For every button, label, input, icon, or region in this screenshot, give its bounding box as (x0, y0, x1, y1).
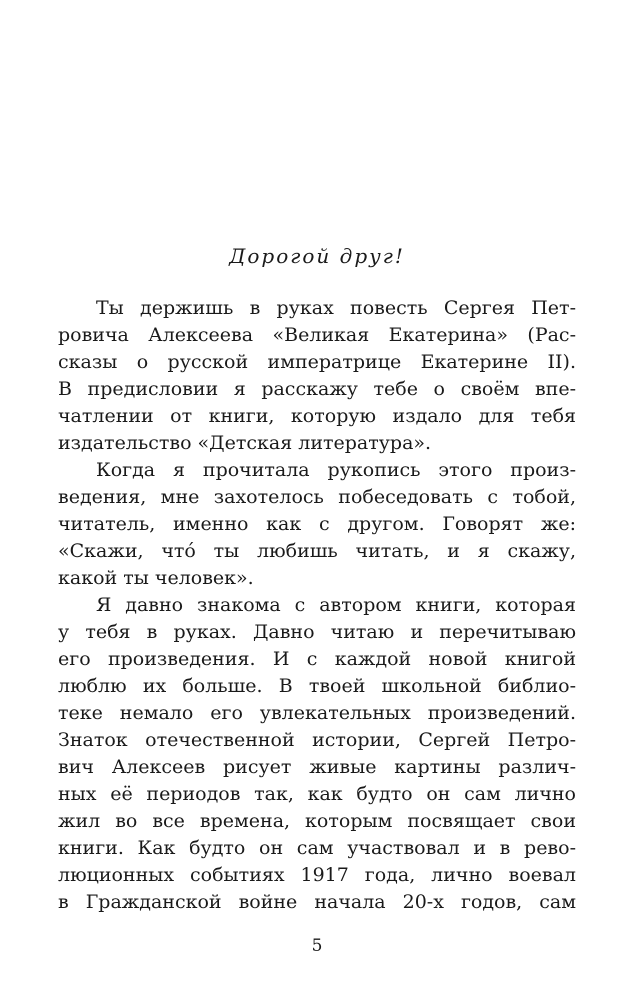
text-line: вич Алексеев рисует живые картины различ- (58, 756, 576, 778)
text-line: Знаток отечественной истории, Сергей Петро- (58, 729, 576, 751)
text-line: ведения, мне захотелось побеседовать с тобой, (58, 486, 576, 508)
text-line: жил во все времена, которым посвящает свои (58, 810, 576, 832)
text-column (58, 243, 576, 960)
paragraph (58, 295, 576, 457)
text-line: «Скажи, что́ ты любишь читать, и я скажу, (58, 540, 576, 562)
text-line: в Гражданской войне начала 20-х годов, сам (58, 891, 576, 913)
page-heading: Дорогой друг! (229, 244, 405, 268)
text-line: чатлении от книги, которую издало для тебя (58, 405, 576, 427)
text-line: ных её периодов так, как будто он сам лично (58, 783, 576, 805)
text-line: ровича Алексеева «Великая Екатерина» (Рас- (58, 324, 576, 346)
text-line: читатель, именно как с другом. Говорят же: (58, 513, 576, 535)
page-number: 5 (311, 936, 323, 956)
text-line: теке немало его увлекательных произведений. (58, 702, 576, 724)
text-line: люблю их больше. В твоей школьной библио- (58, 675, 576, 697)
text-line: издательство «Детская литература». (58, 432, 432, 454)
text-line: у тебя в руках. Давно читаю и перечитываю (58, 621, 576, 643)
text-line: книги. Как будто он сам участвовал и в рево- (58, 837, 576, 859)
text-line: сказы о русской императрице Екатерине II). (58, 351, 576, 373)
text-line: его произведения. И с каждой новой книгой (58, 648, 576, 670)
text-line: Я давно знакома с автором книги, которая (96, 594, 576, 616)
text-line: Когда я прочитала рукопись этого произ- (96, 459, 576, 481)
text-line: какой ты человек». (58, 567, 254, 589)
text-line: В предисловии я расскажу тебе о своём впе- (58, 378, 576, 400)
text-line: люционных событиях 1917 года, лично воевал (58, 864, 576, 886)
text-line: Ты держишь в руках повесть Сергея Пет- (96, 297, 576, 319)
paragraph (58, 457, 576, 592)
paragraph (58, 592, 576, 916)
